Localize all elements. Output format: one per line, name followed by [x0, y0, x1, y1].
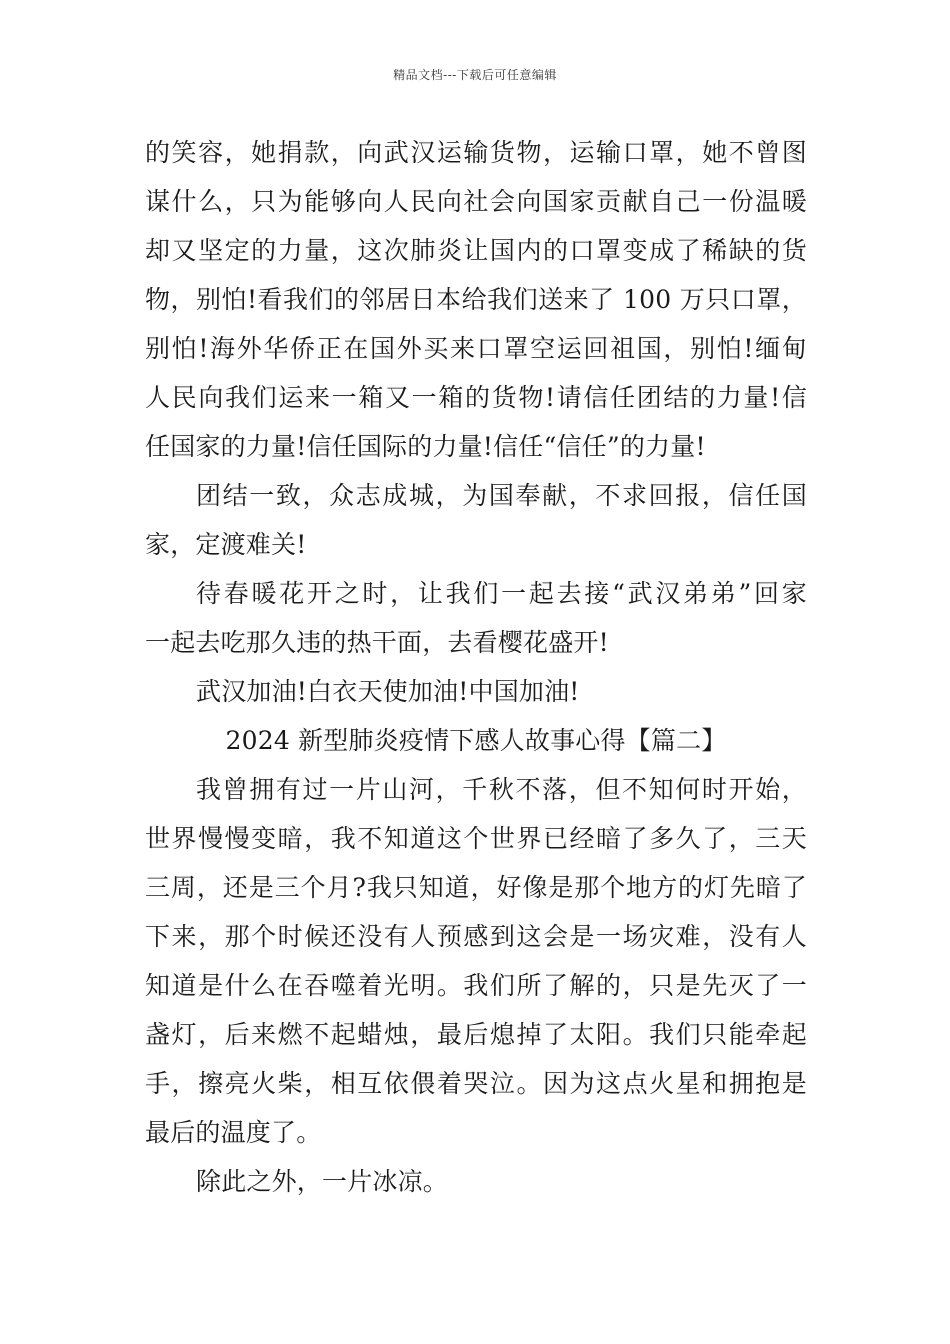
- text-line: 下来，那个时候还没有人预感到这会是一场灾难，没有人: [145, 922, 807, 951]
- text-line: 家，定渡难关!: [145, 530, 307, 559]
- text-line: 我曾拥有过一片山河，千秋不落，但不知何时开始，: [196, 775, 807, 804]
- text-line: 盏灯，后来燃不起蜡烛，最后熄掉了太阳。我们只能牵起: [145, 1020, 807, 1049]
- text-line: 除此之外，一片冰凉。: [196, 1167, 449, 1196]
- page-header: 精品文档---下载后可任意编辑: [393, 68, 557, 82]
- text-line: 人民向我们运来一箱又一箱的货物!请信任团结的力量!信: [145, 383, 807, 412]
- text-line: 一起去吃那久违的热干面，去看樱花盛开!: [145, 628, 609, 657]
- text-line: 却又坚定的力量，这次肺炎让国内的口罩变成了稀缺的货: [145, 236, 807, 265]
- text-line: 团结一致，众志成城，为国奉献，不求回报，信任国: [196, 481, 807, 510]
- text-line: 世界慢慢变暗，我不知道这个世界已经暗了多久了，三天: [145, 824, 807, 853]
- text-line: 谋什么，只为能够向人民向社会向国家贡献自己一份温暖: [145, 187, 807, 216]
- paragraph: [145, 471, 807, 569]
- text-line: 武汉加油!白衣天使加油!中国加油!: [196, 677, 580, 706]
- section-title: 2024 新型肺炎疫情下感人故事心得【篇二】: [225, 726, 727, 755]
- text-line: 知道是什么在吞噬着光明。我们所了解的，只是先灭了一: [145, 971, 807, 1000]
- text-line: 的笑容，她捐款，向武汉运输货物，运输口罩，她不曾图: [145, 138, 807, 167]
- paragraph: [145, 1157, 807, 1206]
- paragraph: [145, 569, 807, 667]
- text-line: 待春暖花开之时，让我们一起去接“武汉弟弟”回家: [196, 579, 807, 608]
- paragraph: [145, 128, 807, 471]
- paragraph: [145, 765, 807, 1157]
- text-line: 最后的温度了。: [145, 1118, 322, 1147]
- text-line: 手，擦亮火柴，相互依偎着哭泣。因为这点火星和拥抱是: [145, 1069, 807, 1098]
- text-line: 别怕!海外华侨正在国外买来口罩空运回祖国，别怕!缅甸: [145, 334, 807, 363]
- paragraph: [145, 667, 807, 716]
- text-line: 物，别怕!看我们的邻居日本给我们送来了 100 万只口罩，: [145, 285, 807, 314]
- text-line: 任国家的力量!信任国际的力量!信任“信任”的力量!: [145, 432, 706, 461]
- text-line: 三周，还是三个月?我只知道，好像是那个地方的灯先暗了: [145, 873, 807, 902]
- document-body: [145, 128, 807, 1206]
